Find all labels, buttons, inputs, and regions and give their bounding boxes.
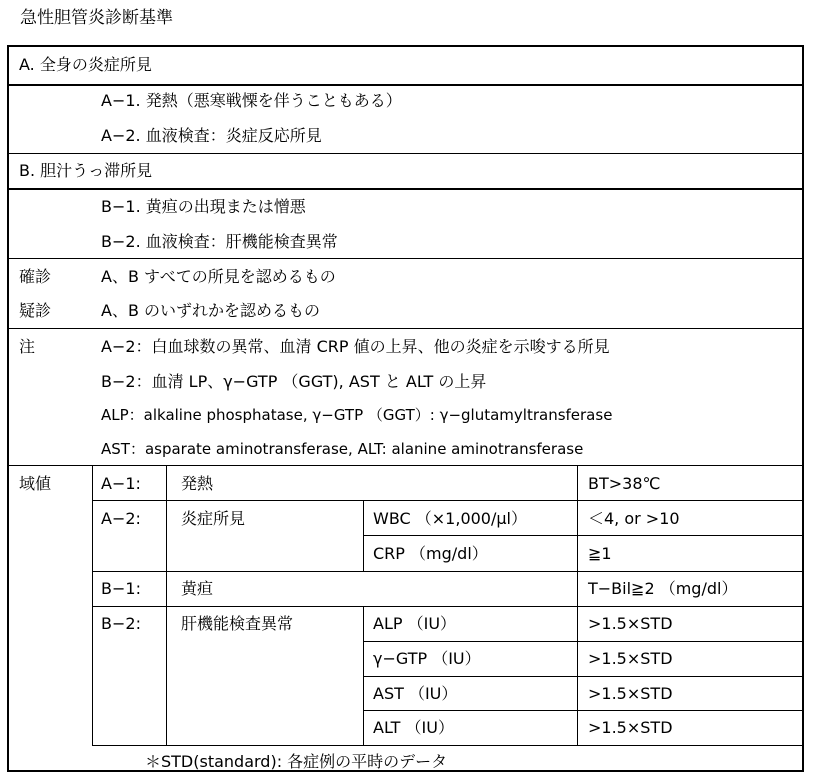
threshold-code: B−2:	[101, 614, 141, 633]
threshold-finding: 炎症所見	[181, 509, 246, 528]
divider	[92, 465, 93, 746]
threshold-code: A−2:	[101, 509, 141, 528]
divider	[8, 84, 803, 86]
divider	[8, 258, 803, 259]
note-line: B−2：血清 LP、γ−GTP （GGT), AST と ALT の上昇	[101, 372, 487, 391]
threshold-test: ALT （IU）	[373, 718, 454, 737]
divider	[92, 500, 803, 501]
threshold-test: CRP （mg/dl）	[373, 544, 488, 563]
divider	[363, 710, 803, 711]
divider	[92, 571, 803, 572]
threshold-value: >1.5×STD	[588, 684, 673, 703]
threshold-value: >1.5×STD	[588, 649, 673, 668]
divider	[8, 188, 803, 190]
divider	[577, 465, 578, 746]
suspected-diagnosis-label: 疑診	[19, 301, 52, 320]
section-b-item: B−1. 黄疸の出現または憎悪	[101, 197, 306, 216]
threshold-finding: 黄疸	[181, 579, 214, 598]
section-b-header: B. 胆汁うっ滞所見	[19, 161, 153, 180]
suspected-diagnosis-text: A、B のいずれかを認めるもの	[101, 301, 321, 320]
divider	[363, 535, 803, 536]
thresholds-label: 域値	[19, 474, 52, 493]
divider	[8, 153, 803, 154]
divider	[363, 676, 803, 677]
note-line: ALP：alkaline phosphatase, γ−GTP （GGT）: γ−glutamyltransferase	[101, 406, 613, 424]
threshold-test: AST （IU）	[373, 684, 458, 703]
section-a-item: A−1. 発熱（悪寒戦慄を伴うこともある）	[101, 91, 402, 110]
divider	[8, 465, 803, 466]
divider	[363, 641, 803, 642]
section-a-item: A−2. 血液検査：炎症反応所見	[101, 126, 322, 145]
threshold-finding: 肝機能検査異常	[181, 614, 294, 633]
section-a-header: A. 全身の炎症所見	[19, 55, 152, 74]
threshold-value: ≧1	[588, 544, 612, 563]
threshold-code: B−1:	[101, 579, 141, 598]
divider	[166, 465, 167, 746]
threshold-test: ALP （IU）	[373, 614, 457, 633]
threshold-finding: 発熱	[181, 474, 214, 493]
divider	[92, 606, 803, 607]
note-line: AST：asparate aminotransferase, ALT: alanine aminotransferase	[101, 440, 584, 458]
divider	[363, 500, 364, 571]
threshold-value: >1.5×STD	[588, 718, 673, 737]
threshold-test: WBC （×1,000/μl）	[373, 509, 528, 528]
threshold-test: γ−GTP （IU）	[373, 649, 481, 668]
section-b-item: B−2. 血液検査：肝機能検査異常	[101, 232, 338, 251]
footnote: ＊STD(standard): 各症例の平時のデータ	[145, 752, 448, 771]
threshold-code: A−1:	[101, 474, 141, 493]
divider	[92, 745, 803, 746]
threshold-value: T−Bil≧2 （mg/dl）	[588, 579, 738, 598]
divider	[8, 328, 803, 329]
threshold-value: >1.5×STD	[588, 614, 673, 633]
notes-label: 注	[19, 337, 36, 356]
divider	[363, 606, 364, 746]
threshold-value: ＜4, or >10	[588, 509, 680, 528]
threshold-value: BT>38℃	[588, 474, 661, 493]
page-title: 急性胆管炎診断基準	[20, 8, 173, 28]
definite-diagnosis-text: A、B すべての所見を認めるもの	[101, 267, 336, 286]
definite-diagnosis-label: 確診	[19, 267, 52, 286]
note-line: A−2：白血球数の異常、血清 CRP 値の上昇、他の炎症を示唆する所見	[101, 337, 610, 356]
